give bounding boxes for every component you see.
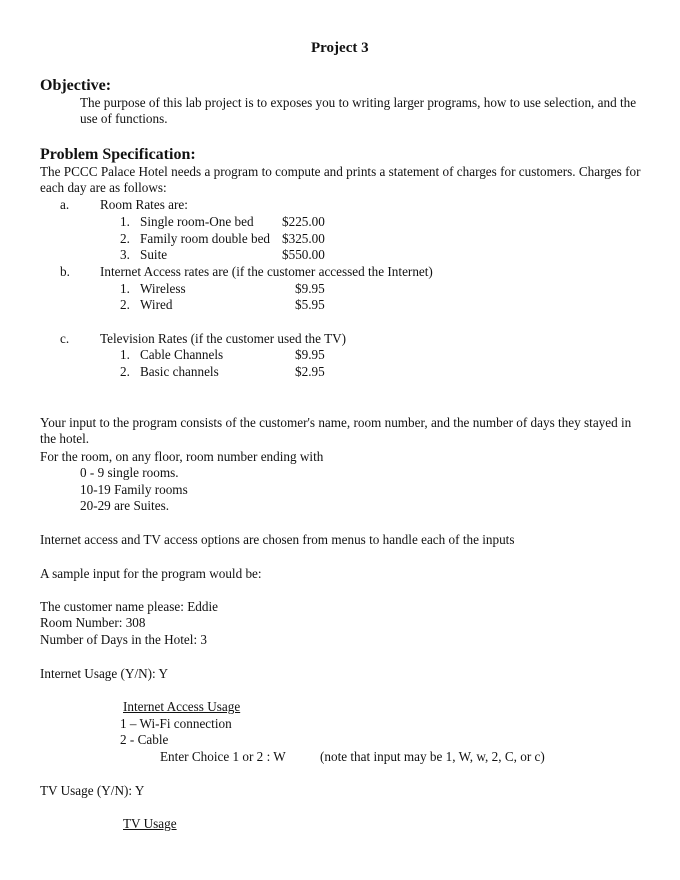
sample-lead: A sample input for the program would be:: [40, 566, 262, 581]
list-item-price: $9.95: [295, 281, 325, 296]
list-item-number: 3.: [120, 247, 130, 262]
section-marker: c.: [60, 331, 70, 346]
section-title: Room Rates are:: [100, 197, 188, 212]
objective-heading: Objective:: [40, 77, 112, 94]
sample-days-line: Number of Days in the Hotel: 3: [40, 632, 208, 647]
list-item-label: Suite: [140, 247, 168, 262]
problem-spec-heading: Problem Specification:: [40, 146, 196, 163]
list-item-price: $325.00: [282, 231, 325, 246]
tv-menu-heading: TV Usage: [123, 816, 177, 831]
room-rule-line: 10-19 Family rooms: [80, 482, 188, 497]
list-item-label: Family room double bed: [140, 231, 271, 246]
list-item-number: 2.: [120, 297, 130, 312]
list-item-label: Cable Channels: [140, 347, 224, 362]
list-item-label: Basic channels: [140, 364, 219, 379]
list-item-price: $2.95: [295, 364, 325, 379]
list-item-price: $550.00: [282, 247, 325, 262]
list-item-label: Single room-One bed: [140, 214, 254, 229]
list-item-label: Wireless: [140, 281, 186, 296]
room-rule-line: 20-29 are Suites.: [80, 498, 169, 513]
section-title: Television Rates (if the customer used the TV): [100, 331, 347, 346]
list-item-price: $225.00: [282, 214, 325, 229]
internet-menu-choice: Enter Choice 1 or 2 : W: [160, 749, 286, 764]
list-item-price: $5.95: [295, 297, 325, 312]
list-item-number: 1.: [120, 347, 130, 362]
list-item-number: 1.: [120, 214, 130, 229]
internet-menu-note: (note that input may be 1, W, w, 2, C, or c): [320, 749, 545, 764]
room-rule-line: 0 - 9 single rooms.: [80, 465, 179, 480]
sample-name-line: The customer name please: Eddie: [40, 599, 218, 614]
list-item-number: 2.: [120, 231, 130, 246]
list-item-price: $9.95: [295, 347, 325, 362]
objective-text: The purpose of this lab project is to exposes you to writing larger programs, how to use selection, and the use of functions.: [80, 95, 637, 126]
room-rule-lead: For the room, on any floor, room number ending with: [40, 449, 324, 464]
input-description: Your input to the program consists of the customer's name, room number, and the number of days they stayed in the hotel.: [40, 415, 632, 446]
section-marker: a.: [60, 197, 70, 212]
problem-spec-intro: The PCCC Palace Hotel needs a program to compute and prints a statement of charges for customers. Charges for each day are as follows:: [40, 164, 641, 195]
internet-menu-heading: Internet Access Usage: [123, 699, 241, 714]
list-item-label: Wired: [140, 297, 173, 312]
internet-menu-option: 1 – Wi-Fi connection: [120, 716, 232, 731]
section-marker: b.: [60, 264, 70, 279]
list-item-number: 2.: [120, 364, 130, 379]
menus-note: Internet access and TV access options are chosen from menus to handle each of the inputs: [40, 532, 515, 547]
list-item-number: 1.: [120, 281, 130, 296]
section-title: Internet Access rates are (if the customer accessed the Internet): [100, 264, 433, 279]
sample-tv-line: TV Usage (Y/N): Y: [40, 783, 145, 798]
page-title: Project 3: [311, 40, 369, 56]
sample-room-line: Room Number: 308: [40, 615, 146, 630]
internet-menu-option: 2 - Cable: [120, 732, 169, 747]
sample-internet-line: Internet Usage (Y/N): Y: [40, 666, 169, 681]
